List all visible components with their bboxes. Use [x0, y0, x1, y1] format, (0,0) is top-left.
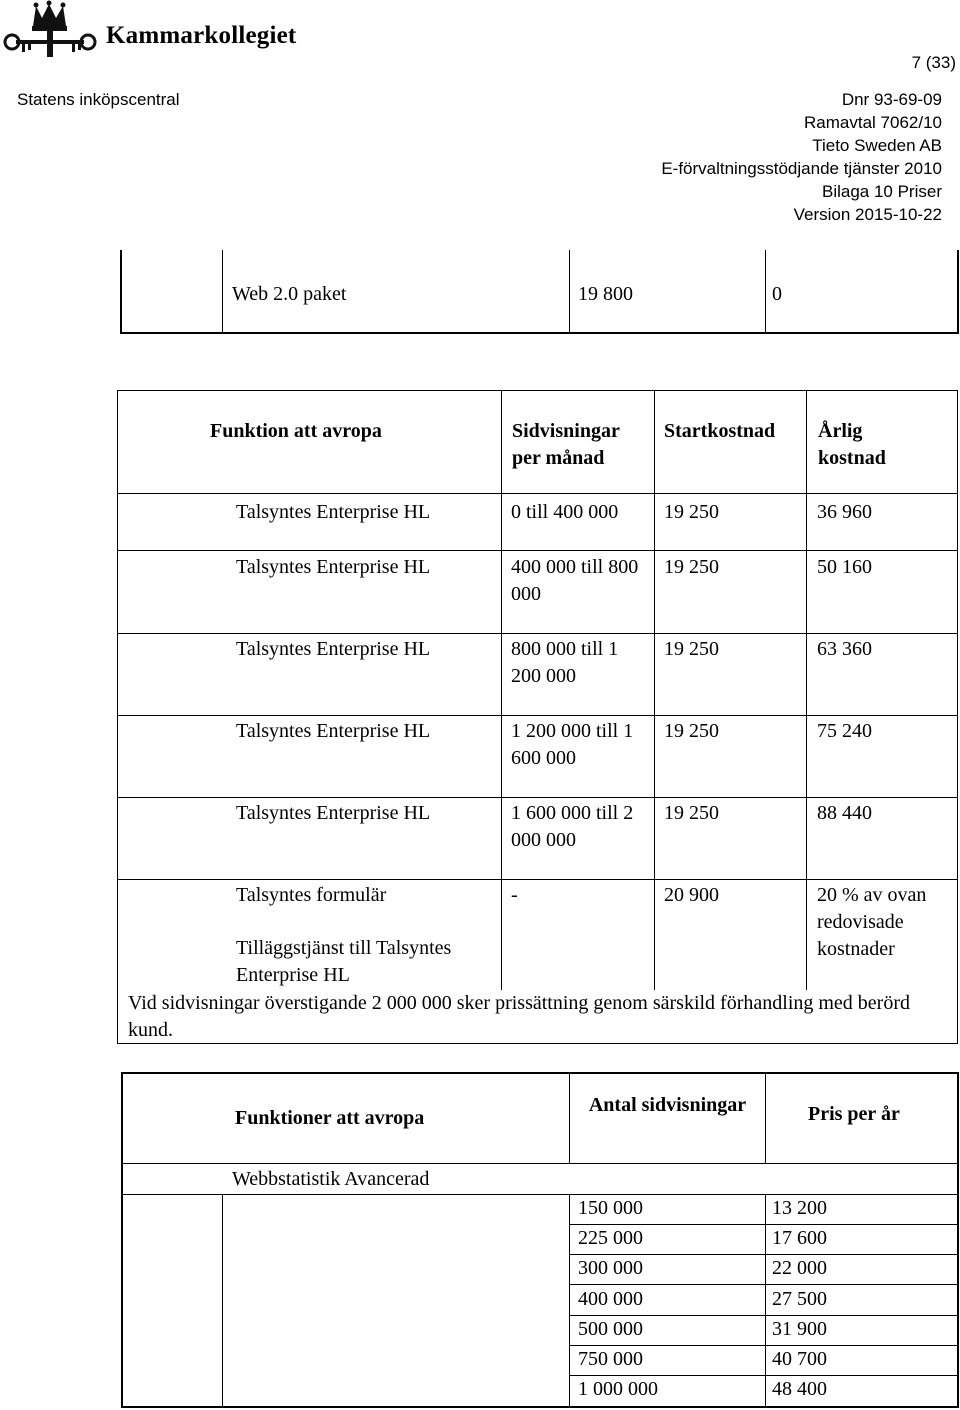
- table-cell: Web 2.0 paket: [232, 283, 347, 305]
- meta-line: Dnr 93-69-09: [841, 90, 942, 109]
- table-cell: 50 160: [817, 556, 872, 578]
- table-cell: 20 % av ovan redovisade kostnader: [817, 884, 927, 960]
- table-cell: 19 250: [664, 720, 719, 742]
- table-cell: Tilläggstjänst till Talsyntes Enterprise HL: [236, 937, 452, 986]
- section-label: Webbstatistik Avancerad: [232, 1168, 430, 1190]
- org-name: Statens inköpscentral: [17, 90, 180, 109]
- table-cell: 300 000: [578, 1257, 643, 1279]
- table-cell: 17 600: [772, 1227, 827, 1249]
- table-cell: 75 240: [817, 720, 872, 742]
- table-cell: 1 200 000 till 1 600 000: [511, 720, 634, 769]
- table-cell: 1 600 000 till 2 000 000: [511, 802, 634, 851]
- table-cell: 48 400: [772, 1378, 827, 1400]
- column-header: Startkostnad: [664, 420, 776, 442]
- table-cell: 19 250: [664, 802, 719, 824]
- table-cell: 19 250: [664, 501, 719, 523]
- table-cell: 0 till 400 000: [511, 501, 619, 523]
- meta-line: Bilaga 10 Priser: [821, 182, 942, 201]
- table-cell: 36 960: [817, 501, 872, 523]
- table-cell: -: [511, 884, 518, 906]
- table-cell: 31 900: [772, 1318, 827, 1340]
- table-cell: 500 000: [578, 1318, 643, 1340]
- table-cell: Talsyntes Enterprise HL: [236, 802, 431, 824]
- table-cell: 150 000: [578, 1197, 643, 1219]
- table-cell: 63 360: [817, 638, 872, 660]
- meta-line: Tieto Sweden AB: [812, 136, 942, 155]
- page-number: 7 (33): [911, 53, 956, 72]
- table-cell: 800 000 till 1 200 000: [511, 638, 619, 687]
- column-header: Antal sidvisningar: [588, 1094, 747, 1116]
- table-cell: 20 900: [664, 884, 719, 906]
- table-cell: 19 250: [664, 638, 719, 660]
- table-cell: Talsyntes formulär: [236, 884, 387, 906]
- table-cell: 400 000: [578, 1288, 643, 1310]
- table-cell: Talsyntes Enterprise HL: [236, 720, 431, 742]
- logo: [2, 0, 322, 62]
- table-cell: 225 000: [578, 1227, 643, 1249]
- table-cell: 400 000 till 800 000: [511, 556, 639, 605]
- table-cell: 19 800: [578, 283, 633, 305]
- header-text: Sidvisningar per månad: [512, 420, 620, 469]
- table-cell: Talsyntes Enterprise HL: [236, 638, 431, 660]
- meta-line: Version 2015-10-22: [793, 205, 942, 224]
- table-cell: 22 000: [772, 1257, 827, 1279]
- meta-line: Ramavtal 7062/10: [804, 113, 942, 132]
- column-header: Funktion att avropa: [210, 420, 382, 442]
- table-cell: 750 000: [578, 1348, 643, 1370]
- column-header: Årlig kostnad: [818, 420, 886, 469]
- table-cell: Talsyntes Enterprise HL: [236, 501, 431, 523]
- table-cell: 88 440: [817, 802, 872, 824]
- document-meta: [661, 88, 942, 226]
- crown-keys-emblem-icon: [2, 0, 102, 62]
- meta-line: E-förvaltningsstödjande tjänster 2010: [661, 159, 942, 178]
- table-footnote: Vid sidvisningar överstigande 2 000 000 sker prissättning genom särskild förhandling med berörd kund.: [128, 992, 911, 1041]
- table-cell: 0: [772, 283, 782, 305]
- column-header: Funktioner att avropa: [235, 1107, 425, 1129]
- column-header: Pris per år: [808, 1103, 900, 1125]
- table-cell: Talsyntes Enterprise HL: [236, 556, 431, 578]
- table-cell: 40 700: [772, 1348, 827, 1370]
- table-cell: 1 000 000: [578, 1378, 658, 1400]
- column-header: [512, 418, 652, 472]
- table-cell: 19 250: [664, 556, 719, 578]
- logo-wordmark: Kammarkollegiet: [106, 22, 297, 49]
- table-cell: 13 200: [772, 1197, 827, 1219]
- table-cell: 27 500: [772, 1288, 827, 1310]
